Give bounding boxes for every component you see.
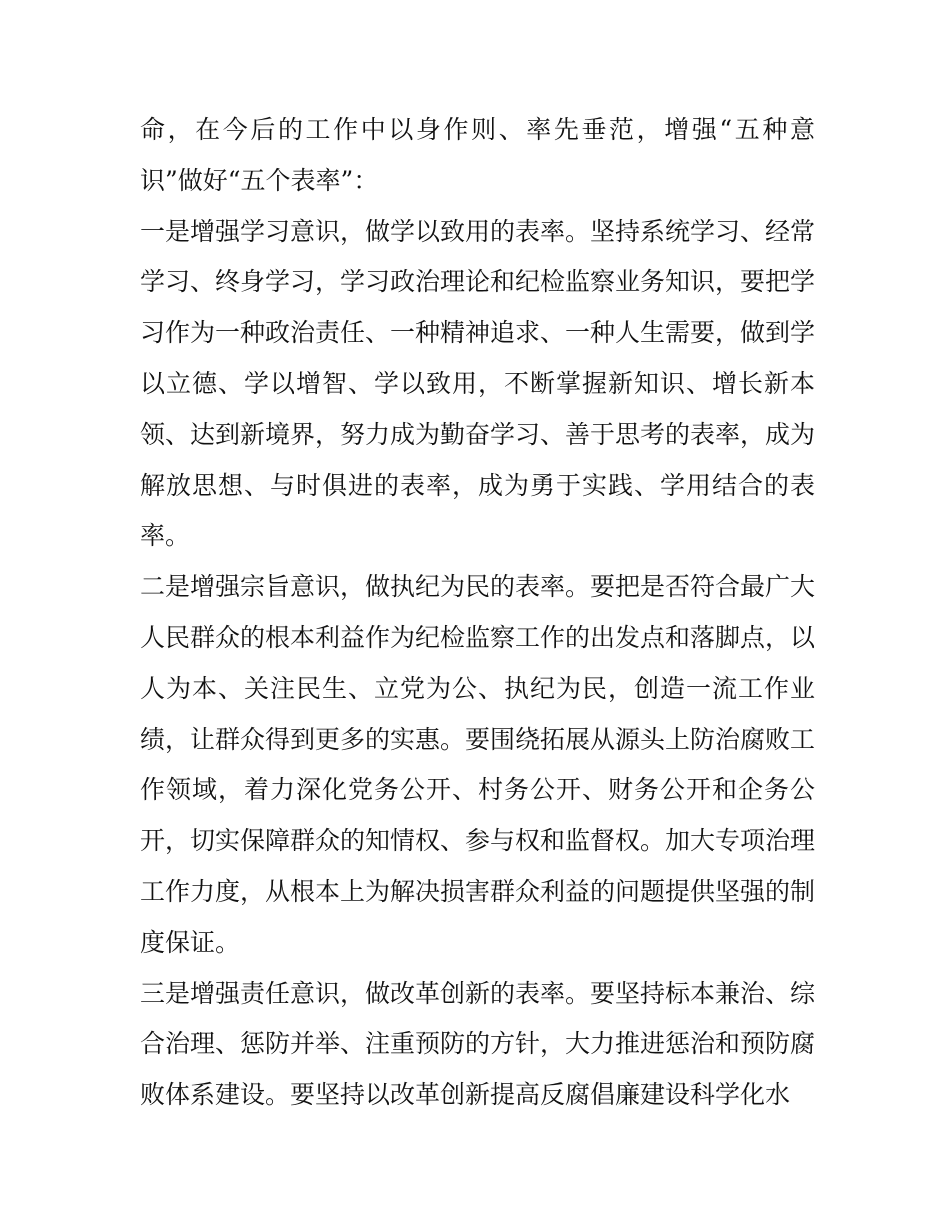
paragraph-responsibility-awareness: 三是增强责任意识，做改革创新的表率。要坚持标本兼治、综合治理、惩防并举、注重预防的方针，大力推进惩治和预防腐败体系建设。要坚持以改革创新提高反腐倡廉建设科学化水 (140, 978, 816, 1110)
paragraph-purpose-awareness: 二是增强宗旨意识，做执纪为民的表率。要把是否符合最广大人民群众的根本利益作为纪检监察工作的出发点和落脚点，以人为本、关注民生、立党为公、执纪为民，创造一流工作业绩，让群众得到更多的实惠。要围绕拓展从源头上防治腐败工作领域，着力深化党务公开、村务公开、财务公开和企务公开，切实保障群众的知情权、参与权和监督权。加大专项治理工作力度，从根本上为解决损害群众利益的问题提供坚强的制度保证。 (140, 572, 816, 957)
document-body (140, 105, 815, 1121)
paragraph-study-awareness: 一是增强学习意识，做学以致用的表率。坚持系统学习、经常学习、终身学习，学习政治理论和纪检监察业务知识，要把学习作为一种政治责任、一种精神追求、一种人生需要，做到学以立德、学以增智、学以致用，不断掌握新知识、增长新本领、达到新境界，努力成为勤奋学习、善于思考的表率，成为解放思想、与时俱进的表率，成为勇于实践、学用结合的表率。 (140, 216, 816, 551)
paragraph-intro: 命，在今后的工作中以身作则、率先垂范，增强“五种意识”做好“五个表率”： (140, 115, 815, 195)
